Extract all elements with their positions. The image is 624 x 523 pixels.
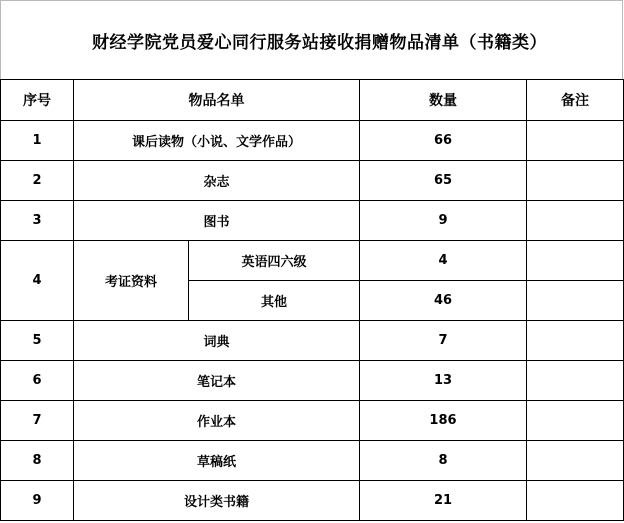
cell-note[interactable]: [527, 321, 624, 361]
cell-name[interactable]: 草稿纸: [74, 441, 360, 481]
cell-no[interactable]: 1: [1, 121, 74, 161]
cell-note[interactable]: [527, 161, 624, 201]
table-row: [1, 321, 624, 361]
header-row: [1, 80, 624, 121]
cell-qty[interactable]: 8: [360, 441, 527, 481]
cell-no[interactable]: 6: [1, 361, 74, 401]
cell-note[interactable]: [527, 481, 624, 521]
cell-note[interactable]: [527, 241, 624, 281]
cell-no[interactable]: 4: [1, 241, 74, 321]
title-cell[interactable]: [0, 0, 623, 79]
cell-note[interactable]: [527, 281, 624, 321]
page-title: 财经学院党员爱心同行服务站接收捐赠物品清单（书籍类）: [92, 32, 547, 53]
header-no[interactable]: 序号: [1, 80, 74, 121]
cell-no[interactable]: 8: [1, 441, 74, 481]
cell-name[interactable]: 图书: [74, 201, 360, 241]
table-row: [1, 401, 624, 441]
cell-qty[interactable]: 66: [360, 121, 527, 161]
table-row: [1, 201, 624, 241]
cell-name[interactable]: 笔记本: [74, 361, 360, 401]
cell-no[interactable]: 7: [1, 401, 74, 441]
cell-name[interactable]: 杂志: [74, 161, 360, 201]
cell-no[interactable]: 9: [1, 481, 74, 521]
cell-note[interactable]: [527, 401, 624, 441]
cell-qty[interactable]: 7: [360, 321, 527, 361]
cell-qty[interactable]: 65: [360, 161, 527, 201]
cell-no[interactable]: 2: [1, 161, 74, 201]
cell-name[interactable]: 课后读物（小说、文学作品）: [74, 121, 360, 161]
table-row: [1, 361, 624, 401]
header-note[interactable]: 备注: [527, 80, 624, 121]
cell-name[interactable]: 词典: [74, 321, 360, 361]
cell-no[interactable]: 5: [1, 321, 74, 361]
cell-name-group[interactable]: 考证资料: [74, 241, 189, 321]
cell-note[interactable]: [527, 361, 624, 401]
cell-note[interactable]: [527, 121, 624, 161]
cell-qty[interactable]: 21: [360, 481, 527, 521]
cell-qty[interactable]: 13: [360, 361, 527, 401]
cell-note[interactable]: [527, 441, 624, 481]
cell-name[interactable]: 设计类书籍: [74, 481, 360, 521]
header-qty[interactable]: 数量: [360, 80, 527, 121]
table-row: [1, 121, 624, 161]
table-row: [1, 161, 624, 201]
cell-note[interactable]: [527, 201, 624, 241]
cell-subname[interactable]: 其他: [189, 281, 360, 321]
header-name[interactable]: 物品名单: [74, 80, 360, 121]
cell-qty[interactable]: 46: [360, 281, 527, 321]
cell-no[interactable]: 3: [1, 201, 74, 241]
table-row: [1, 241, 624, 281]
inventory-table: [0, 79, 624, 521]
cell-subname[interactable]: 英语四六级: [189, 241, 360, 281]
cell-qty[interactable]: 9: [360, 201, 527, 241]
cell-name[interactable]: 作业本: [74, 401, 360, 441]
cell-qty[interactable]: 4: [360, 241, 527, 281]
table-row: [1, 481, 624, 521]
table-row: [1, 441, 624, 481]
cell-qty[interactable]: 186: [360, 401, 527, 441]
